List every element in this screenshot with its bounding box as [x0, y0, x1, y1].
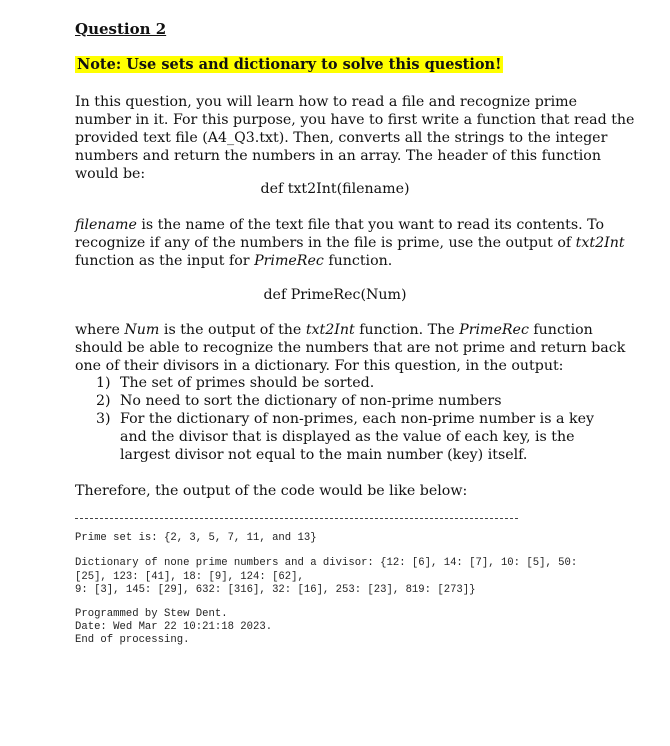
- num-term: Num: [124, 322, 160, 338]
- list-number: 1): [96, 375, 111, 391]
- primerec-term-2: PrimeRec: [459, 322, 529, 338]
- list-item: [96, 392, 616, 410]
- txt2int-term-2: txt2Int: [305, 322, 355, 338]
- para3-text2: is the output of the: [159, 322, 306, 338]
- para2-text2: function as the input for: [75, 253, 255, 269]
- list-text: For the dictionary of non-primes, each non-prime number is a key and the divisor that is displayed as the value of each key, is the largest divisor not equal to the main number (key) itself.: [120, 411, 594, 463]
- intro-paragraph: In this question, you will learn how to read a file and recognize prime number in it. For this purpose, you have to first write a function that read the provided text file (A4_Q3.txt). Then, converts all the strings to the integer numbers and return the numbers in an array. The header of this function would be:: [75, 94, 635, 182]
- output-dict-line-1: Dictionary of none prime numbers and a divisor: {12: [6], 14: [7], 10: [5], 50:: [75, 557, 578, 569]
- primerec-term: PrimeRec: [254, 253, 324, 269]
- para2-text3: function.: [323, 253, 393, 269]
- question-heading: Question 2: [75, 20, 167, 38]
- function-header-primerec: def PrimeRec(Num): [263, 287, 407, 303]
- para3-text3: function. The: [354, 322, 460, 338]
- where-paragraph: [75, 321, 635, 375]
- list-item: [96, 374, 616, 392]
- list-text: No need to sort the dictionary of non-prime numbers: [120, 393, 502, 409]
- output-programmed-line: Programmed by Stew Dent.: [75, 608, 228, 620]
- list-text: The set of primes should be sorted.: [120, 375, 375, 391]
- output-end-line: End of processing.: [75, 634, 190, 646]
- separator-dashed-line: [75, 518, 518, 519]
- para3-text1: where: [75, 322, 125, 338]
- highlighted-note: Note: Use sets and dictionary to solve this question!: [77, 56, 502, 73]
- filename-paragraph: [75, 216, 635, 270]
- requirements-list: [96, 374, 616, 464]
- list-number: 2): [96, 393, 111, 409]
- therefore-paragraph: Therefore, the output of the code would be like below:: [75, 483, 468, 499]
- output-dict-line-3: 9: [3], 145: [29], 632: [316], 32: [16], 253: [23], 819: [273]}: [75, 584, 476, 596]
- txt2int-term: txt2Int: [575, 235, 625, 251]
- list-number: 3): [96, 411, 111, 427]
- output-dict-line-2: [25], 123: [41], 18: [9], 124: [62],: [75, 571, 304, 583]
- output-prime-line: Prime set is: {2, 3, 5, 7, 11, and 13}: [75, 532, 317, 544]
- list-item: [96, 410, 616, 464]
- function-header-txt2int: def txt2Int(filename): [260, 181, 410, 197]
- filename-term: filename: [75, 217, 137, 233]
- para3-text4: function should be able to recognize the numbers that are not prime and return back one of their divisors in a dictionary. For this question, in the output:: [75, 322, 626, 374]
- output-date-line: Date: Wed Mar 22 10:21:18 2023.: [75, 621, 273, 633]
- para2-text1: is the name of the text file that you want to read its contents. To recognize if any of the numbers in the file is prime, use the output of: [75, 217, 605, 251]
